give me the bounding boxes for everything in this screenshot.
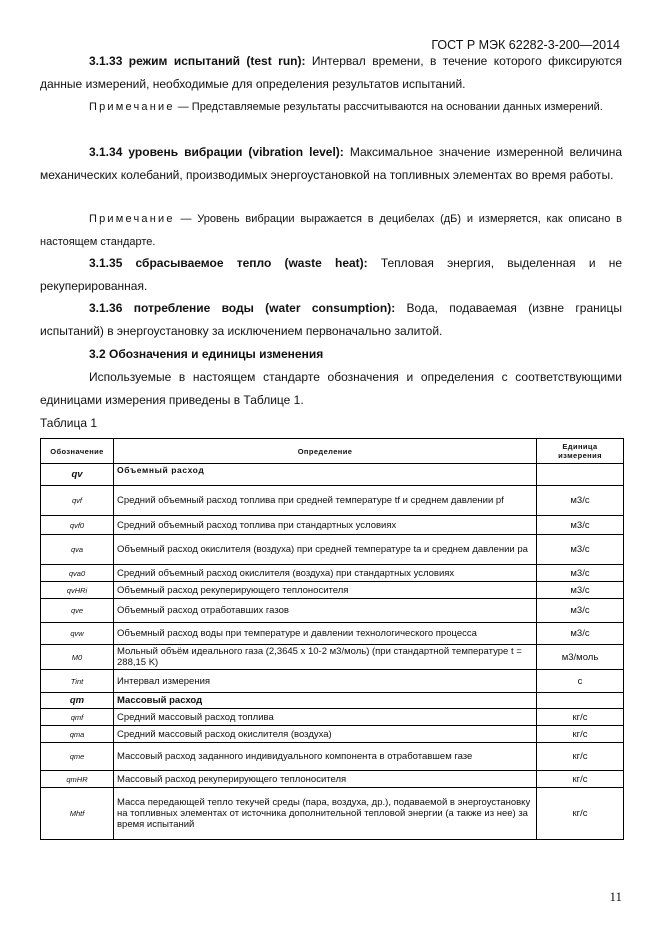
table-row [41, 693, 624, 709]
row-symbol: qve [41, 599, 114, 623]
row-symbol: qva0 [41, 565, 114, 582]
row-symbol: qv [41, 464, 114, 486]
term-3-1-35: 3.1.35 сбрасываемое тепло (waste heat): Тепловая энергия, выделенная и не рекуперированная. [40, 256, 622, 293]
row-definition: Мольный объём идеального газа (2,3645 х 10-2 м3/моль) (при стандартной температуре t = 288,15 K) [114, 645, 537, 670]
row-symbol: M0 [41, 645, 114, 670]
row-symbol: qme [41, 743, 114, 771]
table-row [41, 464, 624, 486]
row-definition: Объемный расход [114, 464, 537, 486]
row-unit: кг/с [537, 771, 624, 788]
row-unit [537, 464, 624, 486]
row-unit: кг/с [537, 726, 624, 743]
table-row [41, 623, 624, 645]
header-symbol: Обозначение [41, 439, 114, 464]
row-unit: м3/с [537, 535, 624, 565]
table-row [41, 743, 624, 771]
row-unit: кг/с [537, 709, 624, 726]
row-definition: Объемный расход окислителя (воздуха) при средней температуре ta и среднем давлении pa [114, 535, 537, 565]
row-definition: Интервал измерения [114, 670, 537, 693]
row-definition: Объемный расход воды при температуре и давлении технологического процесса [114, 623, 537, 645]
row-definition: Средний массовый расход окислителя (воздуха) [114, 726, 537, 743]
table-row [41, 599, 624, 623]
table-row [41, 709, 624, 726]
row-symbol: qmf [41, 709, 114, 726]
row-unit: кг/с [537, 788, 624, 840]
row-symbol: qma [41, 726, 114, 743]
section-heading: 3.2 Обозначения и единицы изменения [89, 347, 324, 361]
row-definition: Средний массовый расход топлива [114, 709, 537, 726]
row-unit: кг/с [537, 743, 624, 771]
term-3-1-36: 3.1.36 потребление воды (water consumption): Вода, подаваемая (извне границы испытаний) в энергоустановку за исключением первоначально залитой. [40, 301, 622, 338]
term-3-1-34: 3.1.34 уровень вибрации (vibration level): Максимальное значение измеренной величина механических колебаний, производимых энергоустановкой на топливных элементах во время работы. [40, 145, 623, 182]
row-symbol: qvf0 [41, 516, 114, 535]
row-unit: м3/с [537, 623, 624, 645]
table-row [41, 516, 624, 535]
row-definition: Средний объемный расход топлива при средней температуре tf и среднем давлении pf [114, 486, 537, 516]
note-1: Примечание — Представляемые результаты рассчитываются на основании данных измерений. [89, 101, 603, 113]
table-row [41, 565, 624, 582]
table-row [41, 582, 624, 599]
row-symbol: qmHR [41, 771, 114, 788]
row-definition: Массовый расход рекуперирующего теплоносителя [114, 771, 537, 788]
page-number: 11 [609, 889, 622, 904]
row-unit: с [537, 670, 624, 693]
table-caption: Таблица 1 [40, 416, 98, 430]
row-symbol: qva [41, 535, 114, 565]
row-unit [537, 693, 624, 709]
table-header-row [41, 439, 624, 464]
table-row [41, 486, 624, 516]
symbols-table [40, 438, 624, 840]
row-unit: м3/с [537, 565, 624, 582]
row-definition: Средний объемный расход окислителя (воздуха) при стандартных условиях [114, 565, 537, 582]
table-row [41, 535, 624, 565]
row-unit: м3/с [537, 582, 624, 599]
row-definition: Массовый расход [114, 693, 537, 709]
row-symbol: qvw [41, 623, 114, 645]
table-row [41, 670, 624, 693]
row-unit: м3/моль [537, 645, 624, 670]
intro-paragraph: Используемые в настоящем стандарте обозначения и определения с соответствующими единицами измерения приведены в Таблице 1. [40, 370, 622, 407]
table-row [41, 788, 624, 840]
table-row [41, 771, 624, 788]
row-unit: м3/с [537, 516, 624, 535]
row-symbol: qm [41, 693, 114, 709]
table-row [41, 726, 624, 743]
table-row [41, 645, 624, 670]
document-header: ГОСТ Р МЭК 62282-3-200—2014 [431, 38, 620, 52]
term-3-1-33: 3.1.33 режим испытаний (test run): Интервал времени, в течение которого фиксируются данные измерений, необходимые для определения результатов испытаний. [40, 54, 622, 91]
row-symbol: Tint [41, 670, 114, 693]
row-unit: м3/с [537, 486, 624, 516]
row-definition: Масса передающей тепло текучей среды (пара, воздуха, др.), подаваемой в энергоустановку на топливных элементах от источника дополнительной тепловой энергии (а также из нее) за время испытаний [114, 788, 537, 840]
row-symbol: qvf [41, 486, 114, 516]
row-symbol: Mhtf [41, 788, 114, 840]
row-symbol: qvHRi [41, 582, 114, 599]
note-2: Примечание — Уровень вибрации выражается в децибелах (дБ) и измеряется, как описано в настоящем стандарте. [40, 213, 622, 248]
row-definition: Массовый расход заданного индивидуального компонента в отработавшем газе [114, 743, 537, 771]
row-definition: Объемный расход отработавших газов [114, 599, 537, 623]
row-definition: Средний объемный расход топлива при стандартных условиях [114, 516, 537, 535]
row-definition: Объемный расход рекуперирующего теплоносителя [114, 582, 537, 599]
row-unit: м3/с [537, 599, 624, 623]
header-definition: Определение [114, 439, 537, 464]
header-unit: Единица измерения [537, 439, 624, 464]
